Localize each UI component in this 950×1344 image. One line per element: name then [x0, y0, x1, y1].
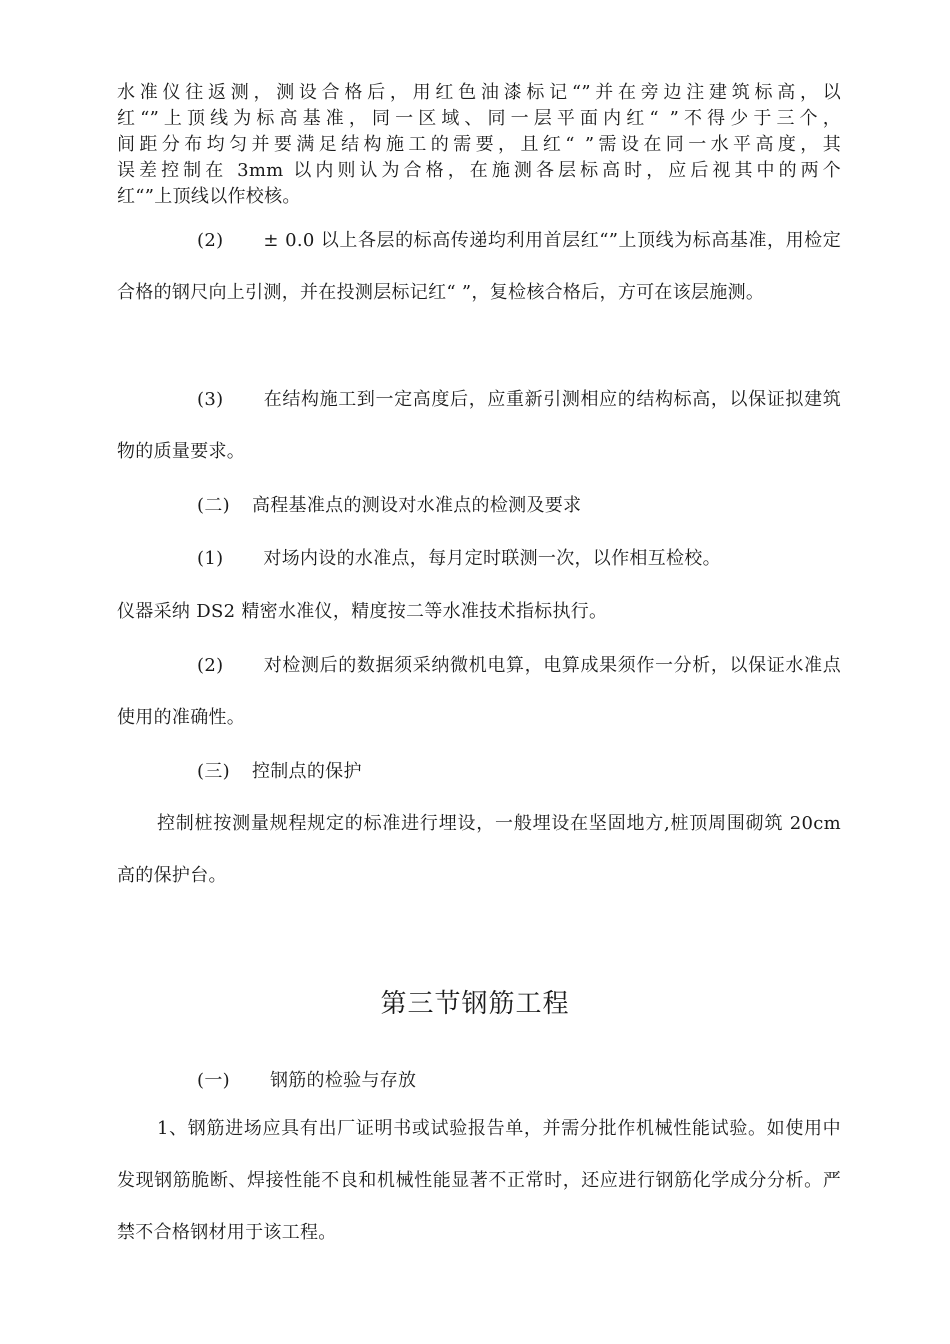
text-line: 误差控制在 3mm 以内则认为合格，在施测各层标高时，应后视其中的两个: [117, 160, 841, 181]
text-line: 红“”上顶线以作校核。: [117, 186, 301, 207]
section-heading-2: [117, 480, 841, 532]
section-heading-text: 高程基准点的测设对水准点的检测及要求: [251, 495, 582, 516]
chapter-title: 第三节钢筋工程: [380, 989, 570, 1019]
item-marker: (2): [197, 230, 224, 251]
section-marker: (三): [197, 761, 230, 782]
control-point-paragraph: 控制桩按测量规程规定的标准进行埋设，一般埋设在坚固地方,桩顶周围砌筑 20cm 高的保护台。: [117, 813, 841, 886]
text-line: 红“”上顶线为标高基准，同一区域、同一层平面内红“ ”不得少于三个，: [117, 108, 841, 129]
section-heading-3: [117, 746, 841, 798]
paragraph-text: 对检测后的数据须采纳微机电算，电算成果须作一分析，以保证水准点使用的准确性。: [117, 655, 841, 728]
item-marker: (2): [197, 655, 224, 676]
top-paragraph: [117, 80, 841, 210]
paragraph-text: 在结构施工到一定高度后，应重新引测相应的结构标高，以保证拟建筑物的质量要求。: [117, 389, 841, 462]
section-marker: (二): [197, 495, 230, 516]
paragraph-text: ± 0.0 以上各层的标高传递均利用首层红“”上顶线为标高基准，用检定合格的钢尺向上引测，并在投测层标记红“ ”，复检核合格后，方可在该层施测。: [117, 230, 841, 303]
section-heading-text: 控制点的保护: [251, 761, 362, 782]
item-marker: (1): [197, 548, 224, 569]
section-marker: (一): [197, 1070, 230, 1091]
paragraph-text: 对场内设的水准点，每月定时联测一次，以作相互检校。: [263, 548, 721, 569]
section2-item-2: [117, 640, 841, 744]
paragraph-3: [117, 374, 841, 478]
item-marker: (3): [197, 389, 224, 410]
instrument-note: 仪器采纳 DS2 精密水准仪，精度按二等水准技术指标执行。: [117, 601, 608, 622]
section-heading-text: 钢筋的检验与存放: [269, 1070, 417, 1091]
text-line: 水准仪往返测，测设合格后，用红色油漆标记“”并在旁边注建筑标高，以: [117, 82, 841, 103]
section-heading-a: [117, 1055, 841, 1107]
paragraph-2: [117, 215, 841, 319]
section2-item-1: [117, 533, 841, 585]
text-line: 间距分布均匀并要满足结构施工的需要，且红“ ”需设在同一水平高度，其: [117, 134, 841, 155]
item-1-paragraph: 1、钢筋进场应具有出厂证明书或试验报告单，并需分批作机械性能试验。如使用中发现钢筋脆断、焊接性能不良和机械性能显著不正常时，还应进行钢筋化学成分分析。严禁不合格钢材用于该工程。: [117, 1118, 841, 1243]
